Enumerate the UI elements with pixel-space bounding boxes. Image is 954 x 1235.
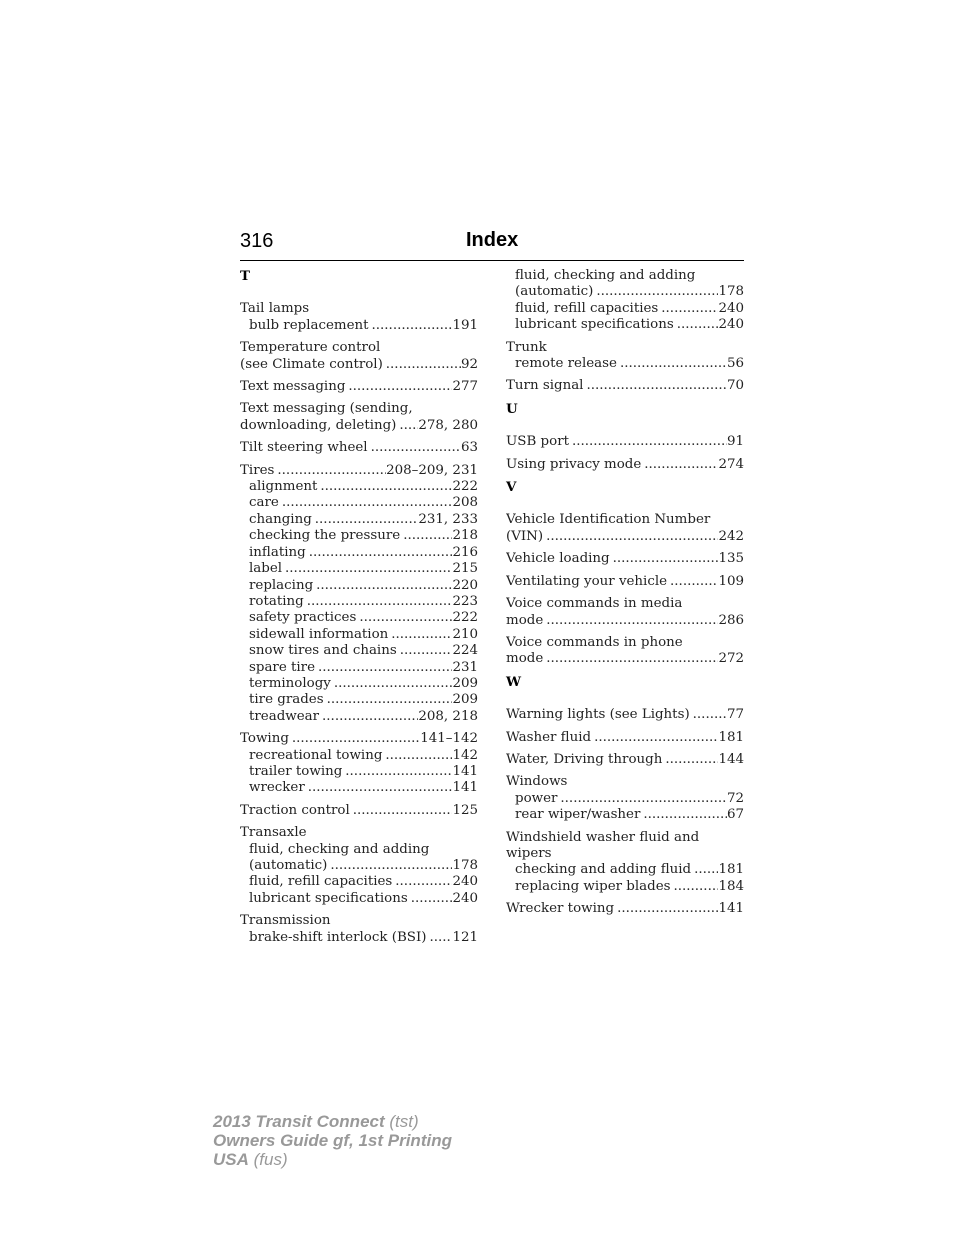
entry-label: fluid, refill capacities — [249, 874, 393, 890]
index-entry — [506, 434, 744, 450]
dot-leader — [391, 627, 452, 643]
entry-label: Vehicle Identification Number — [506, 512, 711, 528]
entry-label: trailer towing — [249, 763, 343, 779]
entry-label: rotating — [249, 593, 304, 609]
entry-label: Traction control — [240, 802, 350, 818]
entry-label: power — [515, 790, 558, 806]
dot-leader — [674, 879, 719, 895]
index-entry-line — [506, 774, 744, 790]
entry-page-reference: 209 — [452, 692, 478, 708]
page-header — [240, 228, 744, 261]
entry-label: fluid, checking and adding — [515, 268, 696, 283]
entry-label: mode — [506, 612, 544, 628]
dot-leader — [353, 803, 453, 819]
entry-page-reference: 181 — [718, 862, 744, 878]
index-subentry-line — [240, 495, 478, 511]
entry-page-reference: 67 — [726, 807, 744, 823]
index-entry — [506, 596, 744, 629]
footer-line-3 — [213, 1150, 452, 1169]
index-entry-line — [240, 340, 478, 356]
entry-label: Temperature control — [240, 340, 381, 356]
dot-leader — [385, 748, 452, 764]
index-section-letter: U — [506, 400, 518, 417]
entry-label: (VIN) — [506, 528, 544, 544]
entry-page-reference: 141–142 — [420, 731, 478, 747]
index-entry — [240, 401, 478, 434]
index-subentry-line — [240, 891, 478, 907]
entry-label: (automatic) — [249, 858, 328, 873]
dot-leader — [400, 643, 453, 659]
entry-page-reference: 121 — [452, 929, 478, 945]
entry-label: checking the pressure — [249, 528, 401, 544]
index-subentry-line — [240, 842, 478, 858]
dot-leader — [596, 284, 718, 300]
dot-leader — [661, 301, 718, 317]
index-subentry-line — [506, 862, 744, 878]
dot-leader — [403, 528, 452, 544]
entry-page-reference: 144 — [718, 751, 744, 767]
index-entry-line — [240, 301, 478, 317]
entry-label: Voice commands in phone — [506, 634, 683, 650]
entry-label: Text messaging — [240, 379, 346, 395]
index-subentry-line — [240, 545, 478, 561]
index-entry-line — [240, 440, 478, 456]
entry-label: Text messaging (sending, — [240, 401, 413, 417]
entry-page-reference: 215 — [452, 561, 478, 577]
index-subentry-line — [240, 643, 478, 659]
index-entry-line — [240, 357, 478, 373]
index-entry-line — [506, 434, 744, 450]
entry-page-reference: 56 — [726, 356, 744, 372]
dot-leader — [694, 862, 718, 878]
entry-page-reference: 141 — [452, 780, 478, 796]
entry-page-reference: 223 — [452, 593, 478, 609]
index-subentry-line — [240, 594, 478, 610]
index-entry-line — [240, 379, 478, 395]
dot-leader — [586, 378, 726, 394]
document-footer — [213, 1112, 452, 1169]
dot-leader — [665, 752, 718, 768]
index-subentry-line — [240, 610, 478, 626]
entry-label: Transaxle — [240, 825, 307, 841]
footer-model-code: (tst) — [384, 1112, 419, 1131]
entry-label: alignment — [249, 479, 318, 495]
dot-leader — [546, 613, 718, 629]
index-subentry-line — [506, 807, 744, 823]
index-entry-line — [240, 803, 478, 819]
page-title: Index — [466, 229, 519, 251]
entry-label: brake-shift interlock (BSI) — [249, 929, 427, 945]
entry-label: mode — [506, 651, 544, 667]
index-subentry-line — [240, 692, 478, 708]
entry-label: checking and adding fluid — [515, 862, 692, 878]
entry-label: lubricant specifications — [249, 890, 408, 906]
index-entry — [506, 551, 744, 567]
index-subentry-line — [506, 791, 744, 807]
index-entry-line — [240, 731, 478, 747]
entry-label: Trunk — [506, 339, 547, 355]
dot-leader — [546, 529, 718, 545]
entry-page-reference: 141 — [718, 901, 744, 917]
index-subentry-line — [240, 578, 478, 594]
entry-page-reference: 240 — [718, 317, 744, 333]
dot-leader — [395, 874, 452, 890]
entry-page-reference: 208 — [452, 495, 478, 511]
entry-label: Wrecker towing — [506, 901, 615, 917]
dot-leader — [345, 764, 452, 780]
entry-page-reference: 218 — [452, 528, 478, 544]
entry-page-reference: 216 — [452, 544, 478, 560]
entry-label: Voice commands in media — [506, 596, 683, 612]
index-subentry-line — [240, 479, 478, 495]
footer-line-1 — [213, 1112, 452, 1131]
dot-leader — [670, 574, 718, 590]
index-entry — [506, 730, 744, 746]
index-subentry-line — [506, 356, 744, 372]
index-subentry-line — [240, 709, 478, 725]
dot-leader — [677, 317, 719, 333]
index-subentry-line — [240, 748, 478, 764]
index-entry — [240, 301, 478, 334]
index-entry — [240, 913, 478, 946]
entry-label: spare tire — [249, 659, 315, 675]
dot-leader — [620, 356, 727, 372]
index-entry — [506, 707, 744, 723]
index-subentry-line — [240, 780, 478, 796]
entry-label: snow tires and chains — [249, 643, 397, 659]
entry-label: sidewall information — [249, 626, 389, 642]
entry-page-reference: 210 — [452, 626, 478, 642]
footer-market: USA — [213, 1150, 249, 1169]
entry-page-reference: 208–209, 231 — [386, 462, 478, 478]
dot-leader — [307, 594, 453, 610]
entry-label: USB port — [506, 434, 569, 450]
entry-page-reference: 231, 233 — [418, 511, 478, 527]
entry-label: Windshield washer fluid and — [506, 829, 700, 845]
entry-page-reference: 141 — [452, 763, 478, 779]
entry-label: bulb replacement — [249, 317, 369, 333]
index-subentry-line — [506, 268, 744, 284]
entry-page-reference: 222 — [452, 610, 478, 626]
entry-label: recreational towing — [249, 747, 383, 763]
entry-label: Tilt steering wheel — [240, 440, 368, 456]
dot-leader — [359, 610, 452, 626]
entry-label: safety practices — [249, 610, 357, 626]
dot-leader — [594, 730, 718, 746]
entry-page-reference: 231 — [452, 659, 478, 675]
dot-leader — [308, 780, 453, 796]
entry-label: Tail lamps — [240, 301, 310, 317]
entry-page-reference: 242 — [718, 528, 744, 544]
dot-leader — [546, 651, 718, 667]
entry-label: Ventilating your vehicle — [506, 573, 668, 589]
dot-leader — [309, 545, 453, 561]
index-entry — [506, 268, 744, 334]
footer-model: 2013 Transit Connect — [213, 1112, 385, 1131]
index-entry-line — [506, 574, 744, 590]
entry-label: Towing — [240, 731, 289, 747]
index-entry-line — [240, 401, 478, 417]
dot-leader — [334, 676, 453, 692]
entry-label: Water, Driving through — [506, 751, 663, 767]
index-section-letter: V — [506, 479, 517, 496]
dot-leader — [348, 379, 452, 395]
entry-label: terminology — [249, 675, 331, 691]
entry-page-reference: 222 — [452, 479, 478, 495]
entry-page-reference: 109 — [718, 573, 744, 589]
entry-label: wipers — [506, 845, 552, 861]
index-entry-line — [506, 651, 744, 667]
index-entry — [240, 731, 478, 797]
index-subentry-line — [506, 284, 744, 300]
entry-page-reference: 277 — [452, 379, 478, 395]
entry-label: Vehicle loading — [506, 551, 610, 567]
index-subentry-line — [240, 676, 478, 692]
entry-page-reference: 220 — [452, 577, 478, 593]
entry-label: inflating — [249, 544, 306, 560]
entry-page-reference: 240 — [452, 874, 478, 890]
dot-leader — [277, 463, 386, 479]
index-entry-line — [506, 635, 744, 651]
dot-leader — [399, 418, 418, 434]
dot-leader — [429, 930, 452, 946]
entry-label: Turn signal — [506, 378, 584, 394]
entry-label: changing — [249, 511, 312, 527]
entry-label: rear wiper/washer — [515, 807, 641, 823]
footer-market-code: (fus) — [248, 1150, 288, 1169]
index-subentry-line — [240, 561, 478, 577]
dot-leader — [320, 479, 452, 495]
index-entry — [506, 340, 744, 373]
entry-page-reference: 209 — [452, 675, 478, 691]
dot-leader — [560, 791, 727, 807]
index-entry-line — [506, 613, 744, 629]
index-column-right — [506, 268, 744, 924]
entry-page-reference: 142 — [452, 747, 478, 763]
entry-label: care — [249, 495, 279, 511]
entry-label: downloading, deleting) — [240, 417, 397, 433]
dot-leader — [318, 660, 452, 676]
index-entry — [506, 901, 744, 917]
dot-leader — [316, 578, 452, 594]
index-entry — [240, 825, 478, 907]
index-entry-line — [506, 529, 744, 545]
entry-label: replacing — [249, 577, 314, 593]
index-entry — [240, 340, 478, 373]
index-entry — [506, 378, 744, 394]
entry-page-reference: 72 — [726, 790, 744, 806]
entry-page-reference: 92 — [460, 356, 478, 372]
index-subentry-line — [506, 317, 744, 333]
entry-page-reference: 274 — [718, 456, 744, 472]
entry-page-reference: 224 — [452, 643, 478, 659]
index-subentry-line — [240, 318, 478, 334]
index-entry-line — [240, 463, 478, 479]
entry-page-reference: 70 — [726, 378, 744, 394]
entry-page-reference: 91 — [726, 434, 744, 450]
index-entry — [506, 512, 744, 545]
entry-page-reference: 278, 280 — [418, 417, 478, 433]
entry-label: Tires — [240, 462, 275, 478]
dot-leader — [643, 807, 727, 823]
index-entry-line — [506, 378, 744, 394]
entry-label: Warning lights (see Lights) — [506, 707, 690, 723]
index-entry-line — [506, 846, 744, 862]
index-entry-line — [506, 901, 744, 917]
index-subentry-line — [240, 930, 478, 946]
dot-leader — [322, 709, 418, 725]
index-entry-line — [506, 512, 744, 528]
index-entry — [240, 463, 478, 726]
dot-leader — [330, 858, 452, 874]
index-subentry-line — [240, 764, 478, 780]
index-entry-line — [506, 596, 744, 612]
dot-leader — [327, 692, 453, 708]
entry-page-reference: 77 — [726, 707, 744, 723]
index-entry — [240, 440, 478, 456]
dot-leader — [386, 357, 461, 373]
page-number: 316 — [240, 230, 274, 252]
index-entry-line — [506, 707, 744, 723]
entry-page-reference: 135 — [718, 551, 744, 567]
entry-page-reference: 191 — [452, 317, 478, 333]
index-entry-line — [506, 551, 744, 567]
index-entry-line — [506, 752, 744, 768]
index-subentry-line — [240, 627, 478, 643]
entry-label: treadwear — [249, 708, 320, 724]
dot-leader — [315, 512, 419, 528]
entry-label: fluid, checking and adding — [249, 841, 430, 857]
entry-page-reference: 208, 218 — [418, 708, 478, 724]
dot-leader — [372, 318, 453, 334]
entry-label: Washer fluid — [506, 729, 592, 745]
entry-label: (automatic) — [515, 284, 594, 300]
index-subentry-line — [240, 528, 478, 544]
entry-label: (see Climate control) — [240, 356, 383, 372]
dot-leader — [371, 440, 461, 456]
entry-label: Using privacy mode — [506, 456, 642, 472]
index-entry — [506, 457, 744, 473]
entry-label: Windows — [506, 774, 568, 790]
index-entry-line — [240, 418, 478, 434]
dot-leader — [644, 457, 718, 473]
index-entry-line — [506, 830, 744, 846]
footer-line-2 — [213, 1131, 452, 1150]
index-entry — [240, 803, 478, 819]
entry-page-reference: 181 — [718, 729, 744, 745]
entry-label: remote release — [515, 356, 617, 372]
index-subentry-line — [506, 879, 744, 895]
index-entry — [506, 635, 744, 668]
index-entry — [506, 774, 744, 823]
entry-label: replacing wiper blades — [515, 878, 671, 894]
index-section-letter: T — [240, 268, 250, 284]
index-subentry-line — [240, 660, 478, 676]
dot-leader — [411, 891, 453, 907]
entry-page-reference: 184 — [718, 878, 744, 894]
index-entry-line — [506, 340, 744, 356]
entry-page-reference: 286 — [718, 612, 744, 628]
entry-label: lubricant specifications — [515, 317, 674, 333]
dot-leader — [285, 561, 452, 577]
index-subentry-line — [240, 858, 478, 874]
index-entry — [506, 830, 744, 896]
entry-page-reference: 240 — [452, 890, 478, 906]
footer-edition: Owners Guide gf, 1st Printing — [213, 1131, 452, 1150]
dot-leader — [613, 551, 719, 567]
index-entry-line — [506, 730, 744, 746]
entry-label: wrecker — [249, 780, 305, 796]
dot-leader — [617, 901, 718, 917]
index-entry — [506, 752, 744, 768]
entry-page-reference: 63 — [460, 440, 478, 456]
dot-leader — [282, 495, 453, 511]
index-entry — [240, 379, 478, 395]
index-entry-line — [240, 913, 478, 929]
index-entry — [506, 574, 744, 590]
index-entry-line — [240, 825, 478, 841]
dot-leader — [292, 731, 420, 747]
index-column-left — [240, 268, 478, 952]
entry-page-reference: 125 — [452, 802, 478, 818]
entry-label: fluid, refill capacities — [515, 300, 659, 316]
index-subentry-line — [240, 874, 478, 890]
entry-page-reference: 178 — [452, 858, 478, 873]
index-entry-line — [506, 457, 744, 473]
entry-label: Transmission — [240, 913, 331, 929]
dot-leader — [572, 434, 727, 450]
entry-page-reference: 178 — [718, 284, 744, 300]
index-subentry-line — [240, 512, 478, 528]
entry-page-reference: 272 — [718, 651, 744, 667]
entry-label: tire grades — [249, 692, 324, 708]
dot-leader — [693, 707, 727, 723]
index-subentry-line — [506, 301, 744, 317]
entry-page-reference: 240 — [718, 300, 744, 316]
entry-label: label — [249, 561, 283, 577]
index-section-letter: W — [506, 673, 522, 690]
